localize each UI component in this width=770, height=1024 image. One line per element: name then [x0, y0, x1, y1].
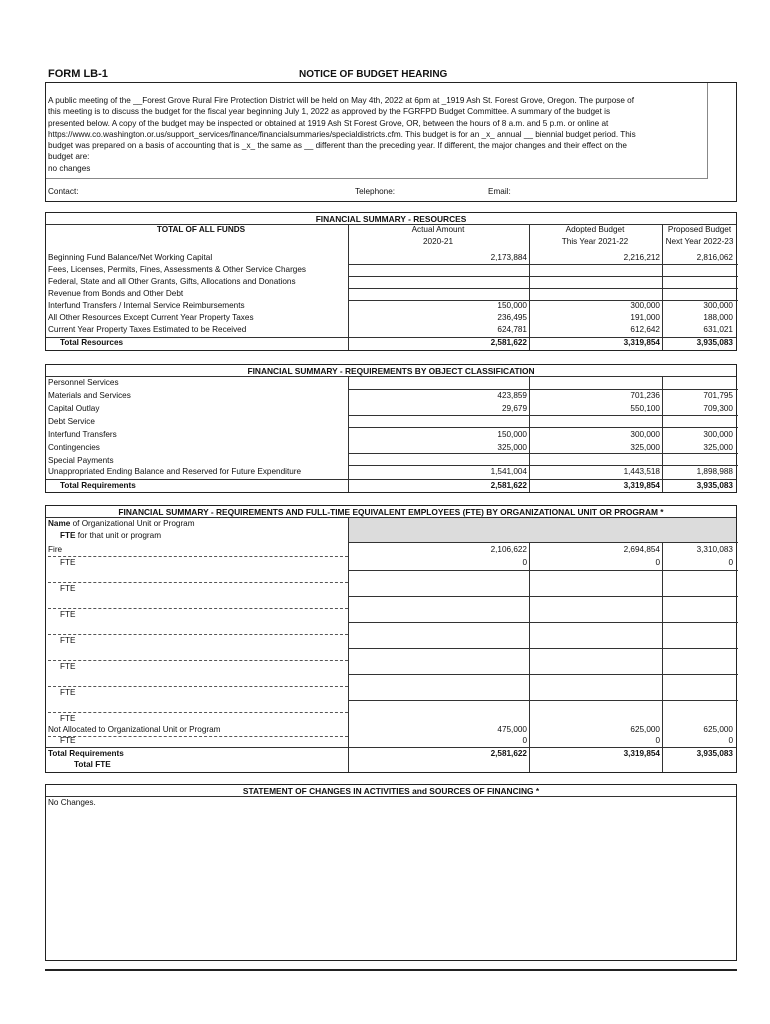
- statement-text: No Changes.: [48, 798, 96, 807]
- table-row: FTE: [60, 584, 76, 593]
- notice-line: budget are:: [48, 152, 90, 162]
- form-header: [45, 68, 735, 82]
- notice-line: no changes: [48, 163, 91, 173]
- contact-label: Contact:: [48, 187, 79, 196]
- table-row: Fire 2,106,622 2,694,854 3,310,083: [48, 545, 733, 554]
- table-row: FTE: [60, 688, 76, 697]
- table-row: Materials and Services 423,859 701,236 701,795: [48, 391, 733, 400]
- form-id: FORM LB-1: [48, 68, 108, 80]
- table-row: Fees, Licenses, Permits, Fines, Assessments & Other Service Charges: [48, 265, 307, 274]
- table-row: Contingencies 325,000 325,000 325,000: [48, 443, 733, 452]
- statement-title: STATEMENT OF CHANGES IN ACTIVITIES and SOURCES OF FINANCING *: [242, 786, 540, 796]
- fte-unit-label: FTE for that unit or program: [60, 531, 162, 540]
- table-row: FTE: [60, 636, 76, 645]
- form-title: NOTICE OF BUDGET HEARING: [299, 69, 448, 80]
- email-label: Email:: [488, 187, 511, 196]
- table-row: Debt Service: [48, 417, 95, 426]
- table-row: Special Payments: [48, 456, 114, 465]
- total-fte-row: Total FTE: [74, 760, 111, 769]
- notice-line: A public meeting of the __Forest Grove Rural Fire Protection District will be held on May 4th, 2022 at 6pm at _1919 Ash St. Forest Grove, Oregon. The purpose of: [48, 96, 635, 105]
- table-row: FTE: [60, 714, 76, 723]
- total-all-funds-label: TOTAL OF ALL FUNDS: [156, 225, 246, 234]
- table-row: Interfund Transfers / Internal Service Reimbursements 150,000 300,000 300,000: [48, 301, 733, 310]
- statement-box: [45, 784, 737, 961]
- org-unit-name-label: Name of Organizational Unit or Program: [48, 519, 195, 528]
- fte-table: [45, 505, 737, 773]
- table-row: Personnel Services: [48, 378, 119, 387]
- requirements-title: FINANCIAL SUMMARY - REQUIREMENTS BY OBJECT CLASSIFICATION: [247, 366, 535, 376]
- bottom-rule: [45, 969, 737, 971]
- telephone-label: Telephone:: [355, 187, 396, 196]
- table-row: Revenue from Bonds and Other Debt: [48, 289, 184, 298]
- col2-header: Adopted Budget This Year 2021-22: [561, 225, 629, 247]
- table-row: FTE: [60, 610, 76, 619]
- notice-line: https://www.co.washington.or.us/support_services/finance/financialsummaries/specialdistricts.cfm. This budget is for an _x_ annual __ biennial budget period. This: [48, 129, 636, 139]
- table-row: FTE 0 0 0: [60, 558, 733, 567]
- table-row: Capital Outlay 29,679 550,100 709,300: [48, 404, 733, 413]
- notice-line: budget was prepared on a basis of accounting that is _x_ the same as __ different than the preceding year. If different, the major changes and their effect on the: [48, 141, 627, 151]
- notice-line: presented below. A copy of the budget may be inspected or obtained at 1919 Ash St Forest Grove, OR, between the hours of 8 a.m. and 5 p.m. or online at: [48, 118, 609, 128]
- total-row: Total Requirements 2,581,622 3,319,854 3,935,083: [48, 749, 733, 758]
- fte-title: FINANCIAL SUMMARY - REQUIREMENTS AND FULL-TIME EQUIVALENT EMPLOYEES (FTE) BY ORGANIZATIONAL UNIT OR PROGRAM *: [118, 507, 664, 517]
- table-row: Beginning Fund Balance/Net Working Capital 2,173,884 2,216,212 2,816,062: [48, 253, 733, 262]
- resources-title: FINANCIAL SUMMARY - RESOURCES: [315, 214, 467, 224]
- table-row: FTE: [60, 662, 76, 671]
- resources-table: [45, 212, 737, 351]
- notice-line: this meeting is to discuss the budget for the fiscal year beginning July 1, 2022 as approved by the FGRFPD Budget Committee. A summary of the budget is: [48, 107, 611, 117]
- table-row: FTE 0 0 0: [60, 736, 733, 745]
- total-row: Total Resources 2,581,622 3,319,854 3,935,083: [60, 338, 733, 347]
- total-row: Total Requirements 2,581,622 3,319,854 3,935,083: [60, 481, 733, 490]
- table-row: Federal, State and all Other Grants, Gifts, Allocations and Donations: [48, 277, 296, 286]
- notice-box: [45, 82, 737, 202]
- table-row: Not Allocated to Organizational Unit or Program 475,000 625,000 625,000: [48, 725, 733, 734]
- table-row: All Other Resources Except Current Year Property Taxes 236,495 191,000 188,000: [48, 313, 733, 322]
- col1-header: Actual Amount 2020-21: [411, 225, 465, 247]
- notice-text: [46, 83, 708, 179]
- col3-header: Proposed Budget Next Year 2022-23: [665, 225, 734, 247]
- requirements-table: [45, 364, 737, 493]
- table-row: Unappropriated Ending Balance and Reserved for Future Expenditure 1,541,004 1,443,518 1,898,988: [48, 467, 733, 476]
- table-row: Interfund Transfers 150,000 300,000 300,000: [48, 430, 733, 439]
- table-row: Current Year Property Taxes Estimated to be Received 624,781 612,642 631,021: [48, 325, 733, 334]
